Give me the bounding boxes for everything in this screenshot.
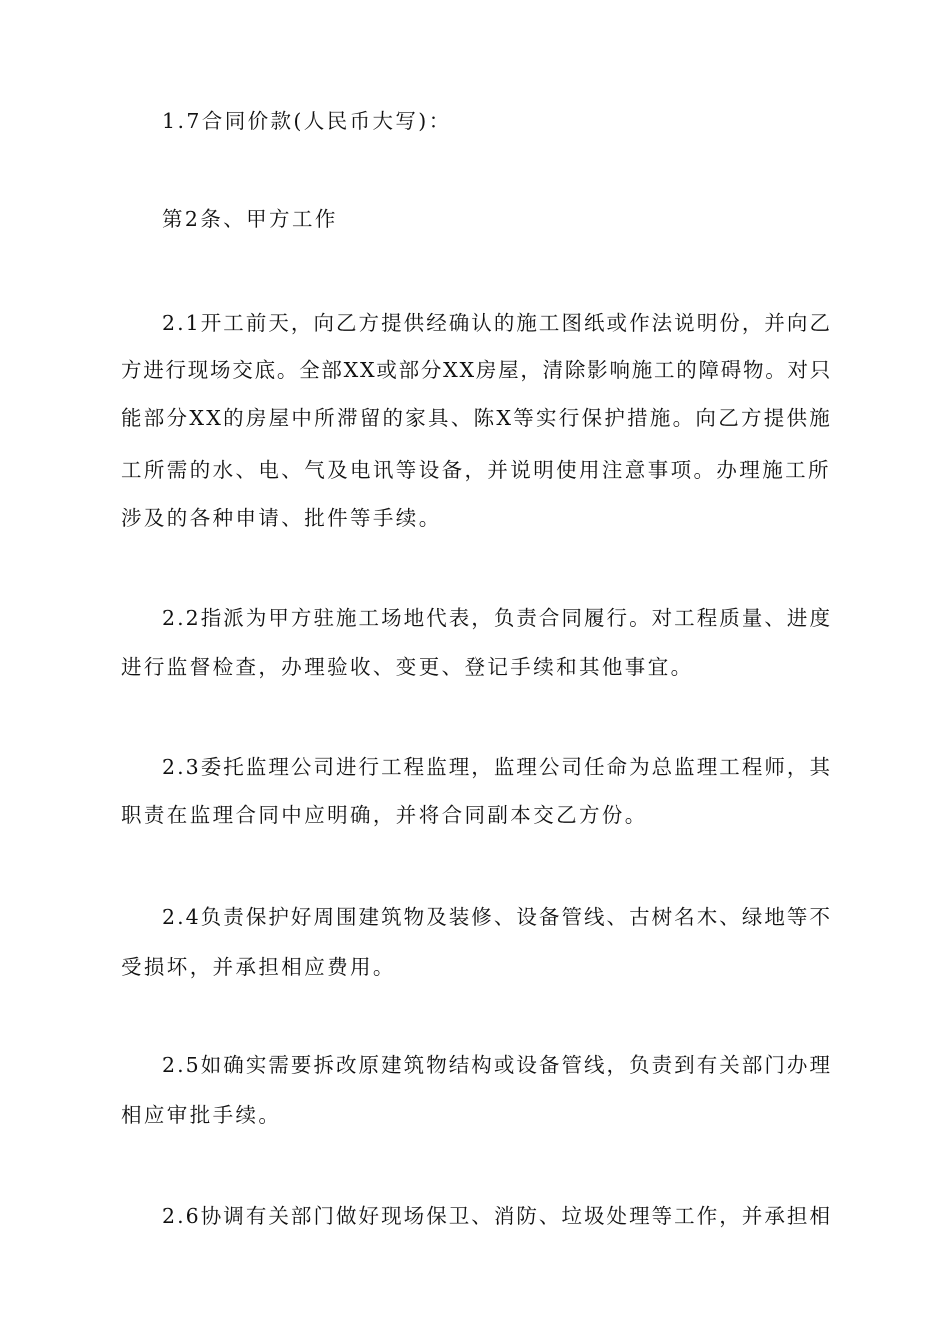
paragraph-line: 2.5如确实需要拆改原建筑物结构或设备管线，负责到有关部门办理 [162, 1053, 832, 1077]
paragraph-line: 方进行现场交底。全部XX或部分XX房屋，清除影响施工的障碍物。对只 [121, 358, 833, 382]
paragraph-line: 2.2指派为甲方驻施工场地代表，负责合同履行。对工程质量、进度 [162, 606, 832, 630]
article-2-heading: 第2条、甲方工作 [162, 207, 338, 231]
paragraph-line: 受损坏，并承担相应费用。 [121, 955, 396, 979]
paragraph-line: 能部分XX的房屋中所滞留的家具、陈X等实行保护措施。向乙方提供施 [121, 406, 833, 430]
paragraph-line: 涉及的各种申请、批件等手续。 [121, 506, 442, 530]
paragraph-line: 相应审批手续。 [121, 1103, 282, 1127]
paragraph-line: 2.3委托监理公司进行工程监理，监理公司任命为总监理工程师，其 [162, 755, 832, 779]
clause-1-7: 1.7合同价款(人民币大写)： [162, 109, 452, 133]
paragraph-line: 2.6协调有关部门做好现场保卫、消防、垃圾处理等工作，并承担相 [162, 1204, 832, 1228]
paragraph-line: 进行监督检查，办理验收、变更、登记手续和其他事宜。 [121, 655, 694, 679]
paragraph-line: 职责在监理合同中应明确，并将合同副本交乙方份。 [121, 803, 648, 827]
paragraph-line: 2.4负责保护好周围建筑物及装修、设备管线、古树名木、绿地等不 [162, 905, 832, 929]
paragraph-line: 2.1开工前天，向乙方提供经确认的施工图纸或作法说明份，并向乙 [162, 311, 832, 335]
paragraph-line: 工所需的水、电、气及电讯等设备，并说明使用注意事项。办理施工所 [121, 458, 831, 482]
